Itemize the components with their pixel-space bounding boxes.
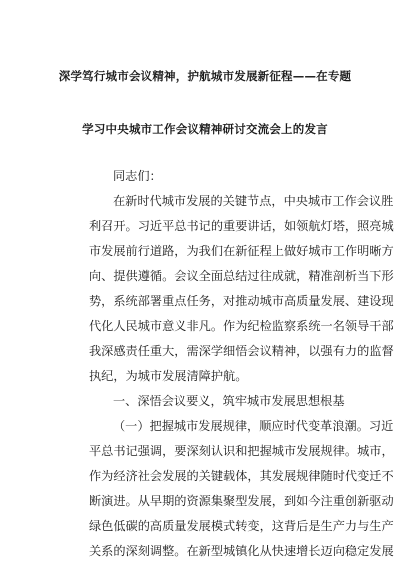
body-line: 利召开。习近平总书记的重要讲话，如领航灯塔，照亮城 <box>89 219 394 233</box>
body-line: 绿色低碳的高质量发展模式转变，这背后是生产力与生产 <box>89 519 394 533</box>
body-line: 同志们： <box>113 169 162 183</box>
body-line: （一）把握城市发展规律，顺应时代变革浪潮。习近 <box>113 419 394 433</box>
body-line: 平总书记强调，要深刻认识和把握城市发展规律。城市， <box>89 444 394 458</box>
document-title-line-2: 学习中央城市工作会议精神研讨交流会上的发言 <box>82 122 328 136</box>
body-line: 关系的深刻调整。在新型城镇化从快速增长迈向稳定发展 <box>89 544 394 558</box>
body-line: 在新时代城市发展的关键节点，中央城市工作会议胜 <box>113 194 394 208</box>
body-line: 一、深悟会议要义，筑牢城市发展思想根基 <box>113 394 345 408</box>
body-line: 市发展前行道路，为我们在新征程上做好城市工作明晰方 <box>89 244 394 258</box>
document-title-line-1: 深学笃行城市会议精神，护航城市发展新征程——在专题 <box>58 69 352 83</box>
document-body <box>89 164 394 564</box>
body-line: 代化人民城市意义非凡。作为纪检监察系统一名领导干部 <box>89 319 394 333</box>
body-line: 断演进。从早期的资源集聚型发展，到如今注重创新驱动 <box>89 494 394 508</box>
body-line: 向、提供遵循。会议全面总结过往成就，精准剖析当下形 <box>89 269 394 283</box>
body-line: 执纪，为城市发展清障护航。 <box>89 369 248 383</box>
body-line: 我深感责任重大，需深学细悟会议精神，以强有力的监督 <box>89 344 394 358</box>
body-line: 势，系统部署重点任务，对推动城市高质量发展、建设现 <box>89 294 394 308</box>
body-line: 作为经济社会发展的关键载体，其发展规律随时代变迁不 <box>89 469 394 483</box>
